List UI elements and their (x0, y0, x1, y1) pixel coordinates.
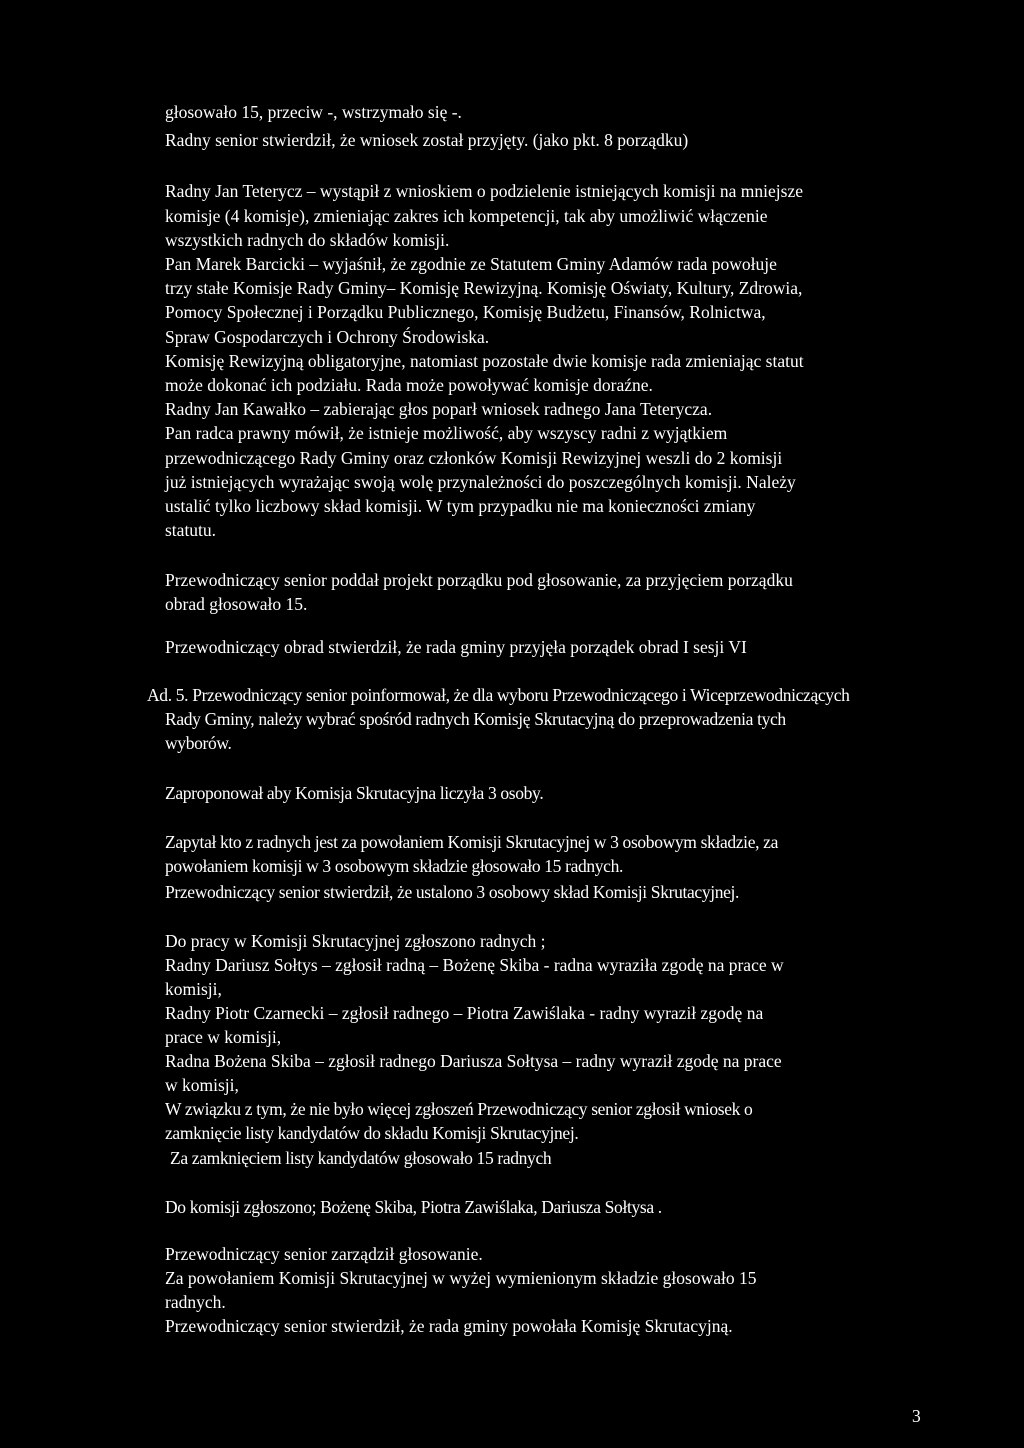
text-line: Zaproponował aby Komisja Skrutacyjna liczyła 3 osoby. (165, 783, 544, 803)
text-line: radnych. (165, 1292, 226, 1312)
text-line: Komisję Rewizyjną obligatoryjne, natomiast pozostałe dwie komisje rada zmieniając statut (165, 351, 804, 371)
text-line: Przewodniczący obrad stwierdził, że rada gminy przyjęła porządek obrad I sesji VI (165, 637, 747, 657)
text-line: Radny Piotr Czarnecki – zgłosił radnego – Piotra Zawiślaka - radny wyraził zgodę na (165, 1003, 764, 1023)
text-line: Rady Gminy, należy wybrać spośród radnych Komisję Skrutacyjną do przeprowadzenia tych (165, 709, 786, 729)
text-line: przewodniczącego Rady Gminy oraz członków Komisji Rewizyjnej weszli do 2 komisji (165, 448, 783, 468)
text-line: Pan Marek Barcicki – wyjaśnił, że zgodnie ze Statutem Gminy Adamów rada powołuje (165, 254, 777, 274)
text-line: Radny Jan Teterycz – wystąpił z wnioskiem o podzielenie istniejących komisji na mniejsze (165, 181, 804, 201)
text-line: Przewodniczący senior zarządził głosowanie. (165, 1244, 483, 1264)
text-line: może dokonać ich podziału. Rada może powoływać komisje doraźne. (165, 375, 653, 395)
text-line: Radny senior stwierdził, że wniosek został przyjęty. (jako pkt. 8 porządku) (165, 130, 689, 150)
text-line: Przewodniczący senior stwierdził, że ustalono 3 osobowy skład Komisji Skrutacyjnej. (165, 882, 740, 902)
text-line: wszystkich radnych do składów komisji. (165, 230, 450, 250)
text-line: Za powołaniem Komisji Skrutacyjnej w wyżej wymienionym składzie głosowało 15 (165, 1268, 757, 1288)
text-line: zamknięcie listy kandydatów do składu Komisji Skrutacyjnej. (165, 1123, 579, 1143)
text-line: prace w komisji, (165, 1027, 282, 1047)
text-line: Pomocy Społecznej i Porządku Publicznego, Komisję Budżetu, Finansów, Rolnictwa, (165, 302, 766, 322)
text-line: wyborów. (165, 733, 232, 753)
text-line: ustalić tylko liczbowy skład komisji. W tym przypadku nie ma konieczności zmiany (165, 496, 756, 516)
text-line: Do komisji zgłoszono; Bożenę Skiba, Piotra Zawiślaka, Dariusza Sołtysa . (165, 1197, 662, 1217)
text-line: Przewodniczący senior stwierdził, że rada gminy powołała Komisję Skrutacyjną. (165, 1316, 733, 1336)
text-line: Zapytał kto z radnych jest za powołaniem Komisji Skrutacyjnej w 3 osobowym składzie, za (165, 832, 779, 852)
text-line: W związku z tym, że nie było więcej zgłoszeń Przewodniczący senior zgłosił wniosek o (165, 1099, 753, 1119)
text-line: Pan radca prawny mówił, że istnieje możliwość, aby wszyscy radni z wyjątkiem (165, 423, 728, 443)
text-line: Przewodniczący senior poddał projekt porządku pod głosowanie, za przyjęciem porządku (165, 570, 793, 590)
text-line: Ad. 5. Przewodniczący senior poinformował, że dla wyboru Przewodniczącego i Wiceprzewodniczących (147, 685, 850, 705)
text-line: Spraw Gospodarczych i Ochrony Środowiska. (165, 327, 490, 347)
text-line: Radny Dariusz Sołtys – zgłosił radną – Bożenę Skiba - radna wyraziła zgodę na prace w (165, 955, 784, 975)
text-line: głosowało 15, przeciw -, wstrzymało się -. (165, 102, 462, 122)
text-line: powołaniem komisji w 3 osobowym składzie głosowało 15 radnych. (165, 856, 624, 876)
text-line: w komisji, (165, 1075, 239, 1095)
page-number: 3 (912, 1405, 921, 1426)
text-line: statutu. (165, 520, 217, 540)
text-line: trzy stałe Komisje Rady Gminy– Komisję Rewizyjną. Komisję Oświaty, Kultury, Zdrowia, (165, 278, 803, 298)
text-line: Radny Jan Kawałko – zabierając głos poparł wniosek radnego Jana Teterycza. (165, 399, 713, 419)
text-line: komisji, (165, 979, 222, 999)
text-line: Radna Bożena Skiba – zgłosił radnego Dariusza Sołtysa – radny wyraził zgodę na prace (165, 1051, 782, 1071)
text-line: Za zamknięciem listy kandydatów głosowało 15 radnych (170, 1148, 552, 1168)
text-line: obrad głosowało 15. (165, 594, 308, 614)
text-line: już istniejących wyrażając swoją wolę przynależności do poszczególnych komisji. Należy (165, 472, 796, 492)
text-line: Do pracy w Komisji Skrutacyjnej zgłoszono radnych ; (165, 931, 546, 951)
text-line: komisje (4 komisje), zmieniając zakres ich kompetencji, tak aby umożliwić włączenie (165, 206, 768, 226)
